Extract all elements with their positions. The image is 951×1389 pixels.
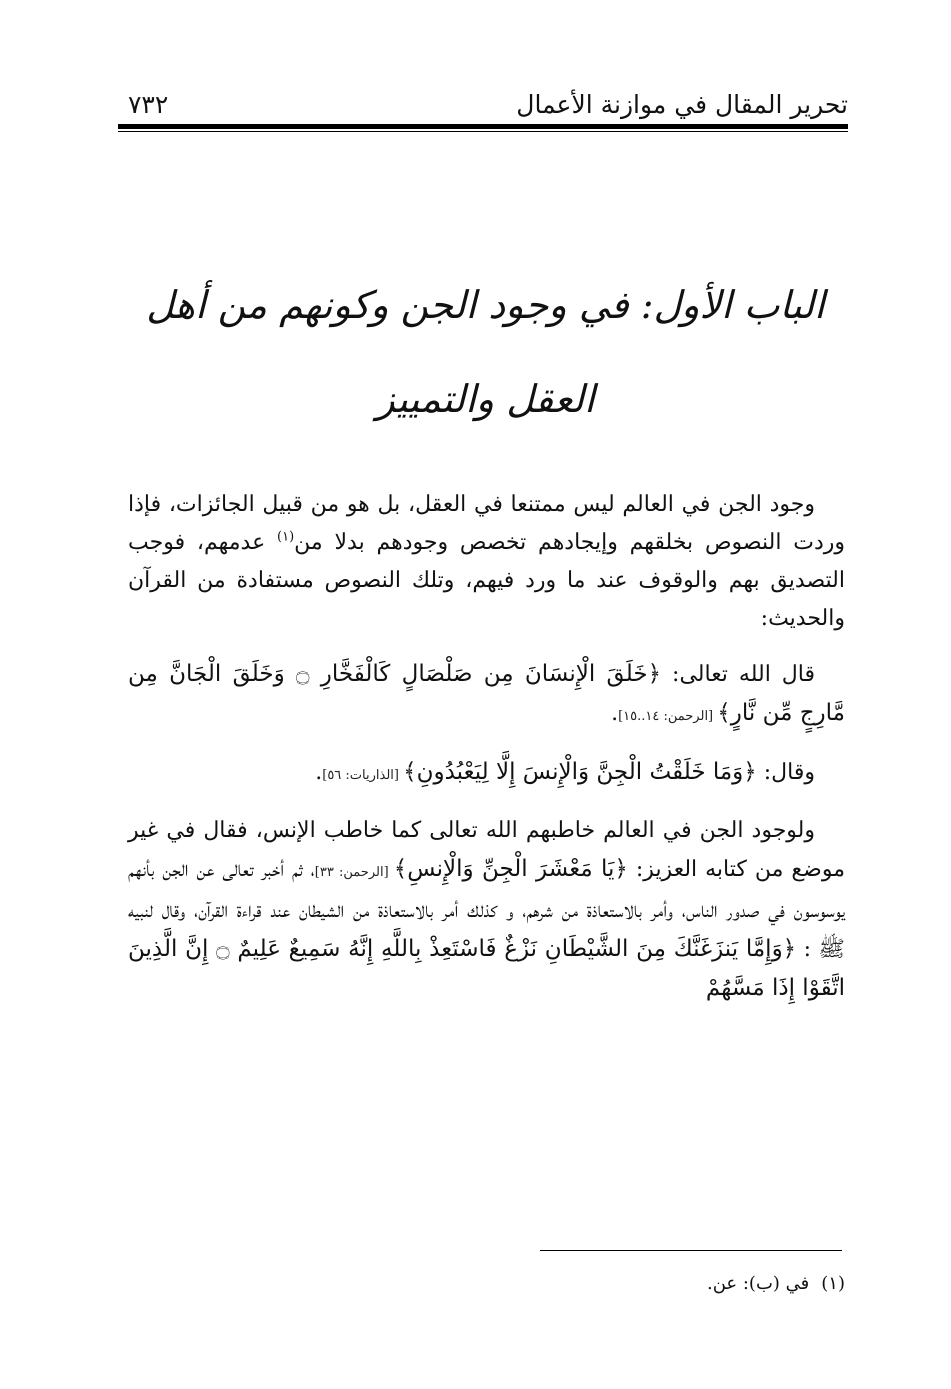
- paragraph-1-text-a: وجود الجن في العالم ليس ممتنعا في العقل، بل هو من قبيل الجائزات، فإذا وردت النصوص بخلقهم وإيجادهم تخصص وجودهم بدلا من: [128, 492, 845, 555]
- paragraph-2: [128, 655, 845, 736]
- page-header: [128, 88, 848, 124]
- verse-citation: [الرحمن: ١٤..١٥]: [618, 709, 718, 724]
- verse-citation: [الرحمن: ٣٣]: [314, 865, 394, 880]
- paragraph-2-intro: قال الله تعالى:: [661, 662, 815, 687]
- quran-verse-rahman-33: ﴿يَا مَعْشَرَ الْجِنِّ وَالْإِنسِ﴾: [393, 856, 628, 882]
- footnote-reference: (١): [277, 529, 295, 545]
- paragraph-3-intro: وقال:: [756, 760, 815, 785]
- paragraph-3: [128, 753, 845, 795]
- paragraph-1: [128, 486, 845, 638]
- verse-citation: [الذاريات: ٥٦]: [322, 768, 404, 783]
- body-text: [128, 486, 845, 1025]
- quran-verse-dhariyat: ﴿وَمَا خَلَقْتُ الْجِنَّ وَالْإِنسَ إِلَّا لِيَعْبُدُونِ﴾: [403, 759, 757, 785]
- footnote-item: [707, 1271, 845, 1297]
- paragraph-4-text-a: ولوجود الجن في العالم خاطبهم الله تعالى كما خاطب الإنس، فقال في غير موضع من كتابه العزيز:: [128, 818, 845, 882]
- punctuation: .: [315, 760, 323, 785]
- paragraph-4: [128, 812, 845, 1008]
- page-number: ٧٣٢: [128, 90, 169, 119]
- footnote-separator: [540, 1250, 842, 1251]
- footnote-text: في (ب): عن.: [706, 1273, 810, 1294]
- quran-verse-rahman: ﴿خَلَقَ الْإِنسَانَ مِن صَلْصَالٍ كَالْفَخَّارِ ۝ وَخَلَقَ الْجَانَّ مِن مَّارِجٍ مِّن نَّارٍ﴾: [128, 661, 845, 726]
- footnotes: [707, 1271, 845, 1297]
- chapter-title: الباب الأول: في وجود الجن وكونهم من أهل العقل والتمييز: [146, 283, 825, 421]
- running-title: تحرير المقال في موازنة الأعمال: [516, 90, 848, 119]
- paragraph-1-text-b: عدمهم، فوجب التصديق بهم والوقوف عند ما ورد فيهم، وتلك النصوص مستفادة من القرآن والحديث:: [128, 530, 845, 631]
- footnote-marker: (١): [821, 1273, 845, 1294]
- header-rule-thin: [118, 131, 848, 132]
- paragraph-4-text-b: ، ثم أخبر تعالى عن الجن بأنهم يوسوسون في صدور الناس، وأمر بالاستعاذة من شرهم، و كذلك أمر بالاستعاذة من الشيطان عند قراءة القرآن، وقال لنبيه ﷺ :: [128, 857, 845, 962]
- quran-verse-araf: ﴿وَإِمَّا يَنزَغَنَّكَ مِنَ الشَّيْطَانِ نَزْغٌ فَاسْتَعِذْ بِاللَّهِ إِنَّهُ سَمِيعٌ عَلِيمٌ ۝ إِنَّ الَّذِينَ اتَّقَوْا إِذَا مَسَّهُمْ: [128, 936, 845, 1001]
- header-rule-thick: [118, 124, 848, 129]
- punctuation: .: [611, 701, 619, 726]
